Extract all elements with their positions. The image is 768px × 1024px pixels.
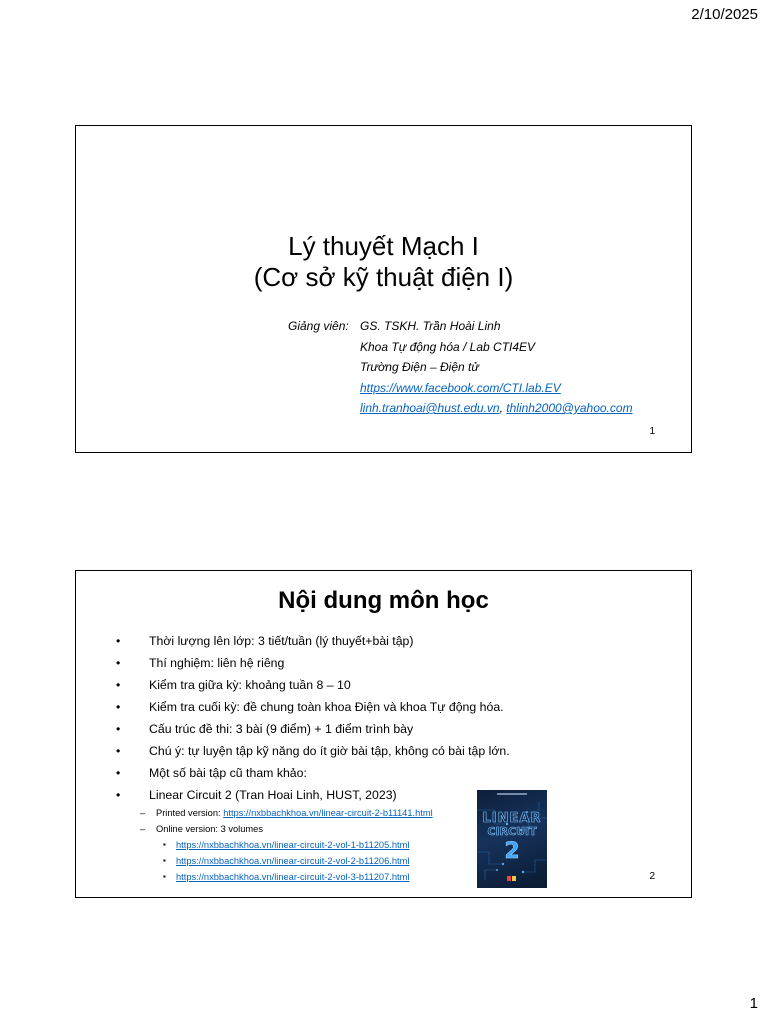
- bullet-icon: •: [116, 788, 121, 802]
- small-bullet-icon: ▪: [163, 872, 166, 881]
- svg-text:2: 2: [504, 839, 520, 864]
- online-version-item: [116, 822, 510, 838]
- online-volume-item: [116, 870, 510, 886]
- bullet-icon: •: [116, 722, 121, 736]
- list-item: [116, 743, 510, 765]
- online-label: Online version: 3 volumes: [156, 824, 263, 834]
- bullet-icon: •: [116, 634, 121, 648]
- circuit-board-icon: [477, 790, 547, 888]
- slide-2: [75, 570, 692, 898]
- online-volume-2-link[interactable]: https://nxbbachkhoa.vn/linear-circuit-2-vol-2-b11206.html: [176, 856, 410, 866]
- bullet-icon: •: [116, 656, 121, 670]
- facebook-link[interactable]: https://www.facebook.com/CTI.lab.EV: [360, 380, 561, 395]
- bullet-icon: •: [116, 744, 121, 758]
- bullet-icon: •: [116, 678, 121, 692]
- online-volume-item: [116, 854, 510, 870]
- email-separator: ,: [499, 401, 503, 415]
- bullet-icon: •: [116, 700, 121, 714]
- page-date: 2/10/2025: [691, 6, 758, 23]
- svg-text:LINEAR: LINEAR: [482, 811, 542, 826]
- small-bullet-icon: ▪: [163, 840, 166, 849]
- list-item: [116, 699, 510, 721]
- bullet-icon: •: [116, 766, 121, 780]
- slide-2-title: Nội dung môn học: [278, 587, 489, 614]
- bullet-text: Cấu trúc đề thi: 3 bài (9 điểm) + 1 điểm trình bày: [149, 722, 414, 736]
- bullet-list: [116, 633, 510, 886]
- online-volume-1-link[interactable]: https://nxbbachkhoa.vn/linear-circuit-2-vol-1-b11205.html: [176, 840, 410, 850]
- online-volume-3-link[interactable]: https://nxbbachkhoa.vn/linear-circuit-2-vol-3-b11207.html: [176, 872, 410, 882]
- list-item: [116, 765, 510, 787]
- list-item: [116, 655, 510, 677]
- dash-icon: –: [140, 824, 146, 834]
- bullet-text: Kiểm tra cuối kỳ: đề chung toàn khoa Điện và khoa Tự động hóa.: [149, 700, 504, 714]
- small-bullet-icon: ▪: [163, 856, 166, 865]
- school: Trường Điện – Điện tử: [360, 360, 479, 374]
- list-item: [116, 677, 510, 699]
- list-item: [116, 787, 510, 806]
- bullet-text: Thí nghiệm: liên hệ riêng: [149, 656, 285, 670]
- slide-1-title: [76, 231, 691, 293]
- bullet-text: Linear Circuit 2 (Tran Hoai Linh, HUST, 2023): [149, 788, 397, 802]
- slide-1: [75, 125, 692, 453]
- lecturer-name: GS. TSKH. Trần Hoài Linh: [360, 319, 501, 333]
- dash-icon: –: [140, 808, 146, 818]
- title-line-1: Lý thuyết Mạch I: [288, 231, 479, 261]
- bullet-text: Chú ý: tự luyện tập kỹ năng do ít giờ bài tập, không có bài tập lớn.: [149, 744, 510, 758]
- bullet-text: Một số bài tập cũ tham khảo:: [149, 766, 307, 780]
- book-cover-image: [477, 790, 547, 888]
- printed-version-link[interactable]: https://nxbbachkhoa.vn/linear-circuit-2-b11141.html: [223, 808, 433, 818]
- title-line-2: (Cơ sở kỹ thuật điện I): [253, 262, 514, 292]
- svg-text:CIRCUIT: CIRCUIT: [487, 825, 537, 838]
- bullet-text: Kiểm tra giữa kỳ: khoảng tuần 8 – 10: [149, 678, 351, 692]
- lecturer-info: [288, 316, 633, 419]
- list-item: [116, 633, 510, 655]
- lecturer-label: Giảng viên:: [288, 319, 349, 333]
- list-item: [116, 721, 510, 743]
- faculty: Khoa Tự động hóa / Lab CTI4EV: [360, 339, 536, 354]
- email-link-1[interactable]: linh.tranhoai@hust.edu.vn: [360, 401, 500, 415]
- page-number: 1: [749, 995, 758, 1012]
- slide-2-number: 2: [649, 871, 655, 882]
- printed-label: Printed version:: [156, 808, 221, 818]
- email-link-2[interactable]: thlinh2000@yahoo.com: [506, 401, 633, 415]
- bullet-text: Thời lượng lên lớp: 3 tiết/tuần (lý thuyết+bài tập): [149, 634, 414, 648]
- online-volume-item: [116, 838, 510, 854]
- slide-1-number: 1: [649, 426, 655, 437]
- printed-version-item: [116, 806, 510, 822]
